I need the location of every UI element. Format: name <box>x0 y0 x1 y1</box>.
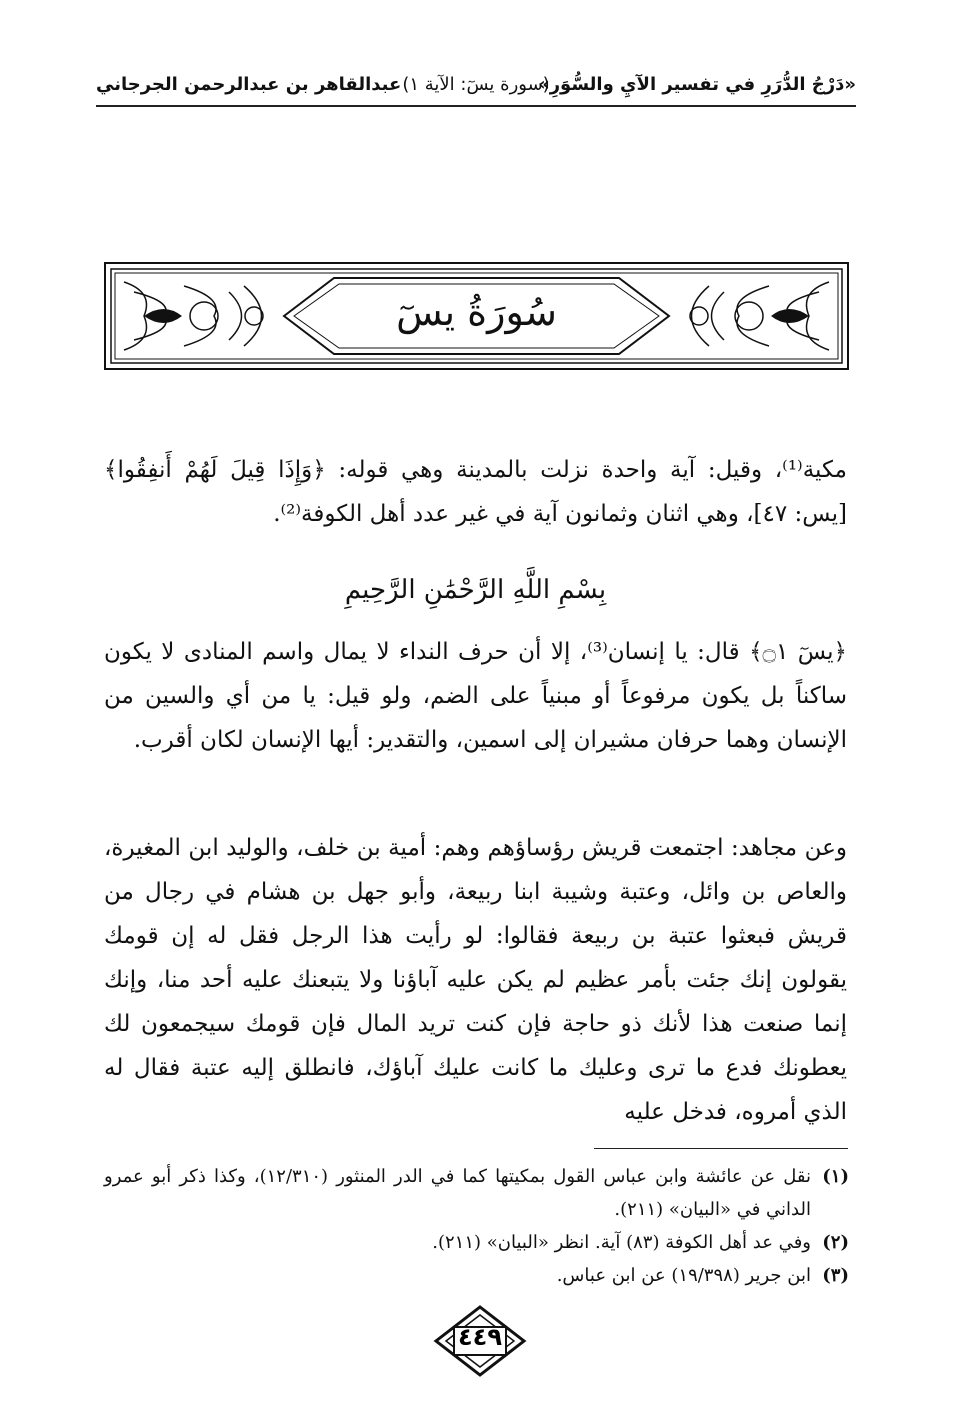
narration-paragraph <box>104 826 847 1134</box>
footnote <box>104 1226 849 1259</box>
running-header <box>96 62 856 102</box>
footnote-text: وفي عد أهل الكوفة (٨٣) آية. انظر «البيان» (٢١١). <box>432 1232 811 1253</box>
verse-commentary-text: ﴿يسٓ ۝١﴾ قال: يا إنسان⁽³⁾، إلا أن حرف النداء لا يمال واسم المنادى لا يكون ساكناً بل يكون مرفوعاً أو مبنياً على الضم، ولو قيل: يا من أي والسين من الإنسان وهما حرفان مشيران إلى اسمين، والتقدير: أيها الإنسان لكان أقرب. <box>104 639 848 753</box>
footnote-number: (١) <box>822 1166 849 1187</box>
footnote-rule <box>594 1148 848 1149</box>
footnote <box>104 1259 849 1292</box>
footnote-text: نقل عن عائشة وابن عباس القول بمكيتها كما في الدر المنثور (١٢/٣١٠)، وكذا ذكر أبو عمرو الداني في «البيان» (٢١١). <box>104 1166 811 1220</box>
footnote-text: ابن جرير (١٩/٣٩٨) عن ابن عباس. <box>556 1265 811 1286</box>
surah-title: سُورَةُ يسٓ <box>396 290 557 334</box>
narration-text: وعن مجاهد: اجتمعت قريش رؤساؤهم وهم: أمية بن خلف، والوليد ابن المغيرة، والعاص بن وائل، وعتبة وشيبة ابنا ربيعة، وأبو جهل بن هشام في رجال من قريش فبعثوا عتبة بن ربيعة فقالوا: لو رأيت هذا الرجل فقل له إن قومك يقولون إنك جئت بأمر عظيم لم يكن عليه آباؤنا ولا يتبعنك عليه أحد منا، وإنك إنما صنعت هذا لأنك ذو حاجة فإن كنت تريد المال فإن قومك سيجمعون لك يعطونك فدع ما ترى وعليك ما كانت عليك آباؤك، فانطلق إليه عتبة فقال له الذي أمروه، فدخل عليه <box>104 835 847 1125</box>
basmala: بِسْمِ اللَّهِ الرَّحْمَٰنِ الرَّحِيمِ <box>344 575 607 605</box>
header-author: عبدالقاهر بن عبدالرحمن الجرجاني <box>96 74 402 95</box>
header-book-title: «دَرْجُ الدُّرَرِ في تفسير الآيِ والسُّوَرِ» <box>538 74 856 95</box>
footnote <box>104 1160 849 1226</box>
footnote-number: (٣) <box>822 1265 849 1286</box>
header-rule <box>96 105 856 107</box>
intro-text: مكية⁽¹⁾، وقيل: آية واحدة نزلت بالمدينة وهي قوله: ﴿وَإِذَا قِيلَ لَهُمْ أَنفِقُوا﴾ [يس: ٤٧]، وهي اثنان وثمانون آية في غير عدد أهل الكوفة⁽²⁾. <box>104 457 847 527</box>
surah-banner <box>104 262 849 370</box>
footnotes <box>104 1160 849 1292</box>
footnote-number: (٢) <box>822 1232 849 1253</box>
header-surah-verse: (سورة يسٓ: الآية ١) <box>402 74 550 95</box>
page-number: ٤٤٩ <box>458 1323 502 1351</box>
page-number-emblem <box>432 1305 528 1377</box>
intro-paragraph <box>104 448 847 536</box>
verse-commentary-paragraph <box>104 630 847 762</box>
